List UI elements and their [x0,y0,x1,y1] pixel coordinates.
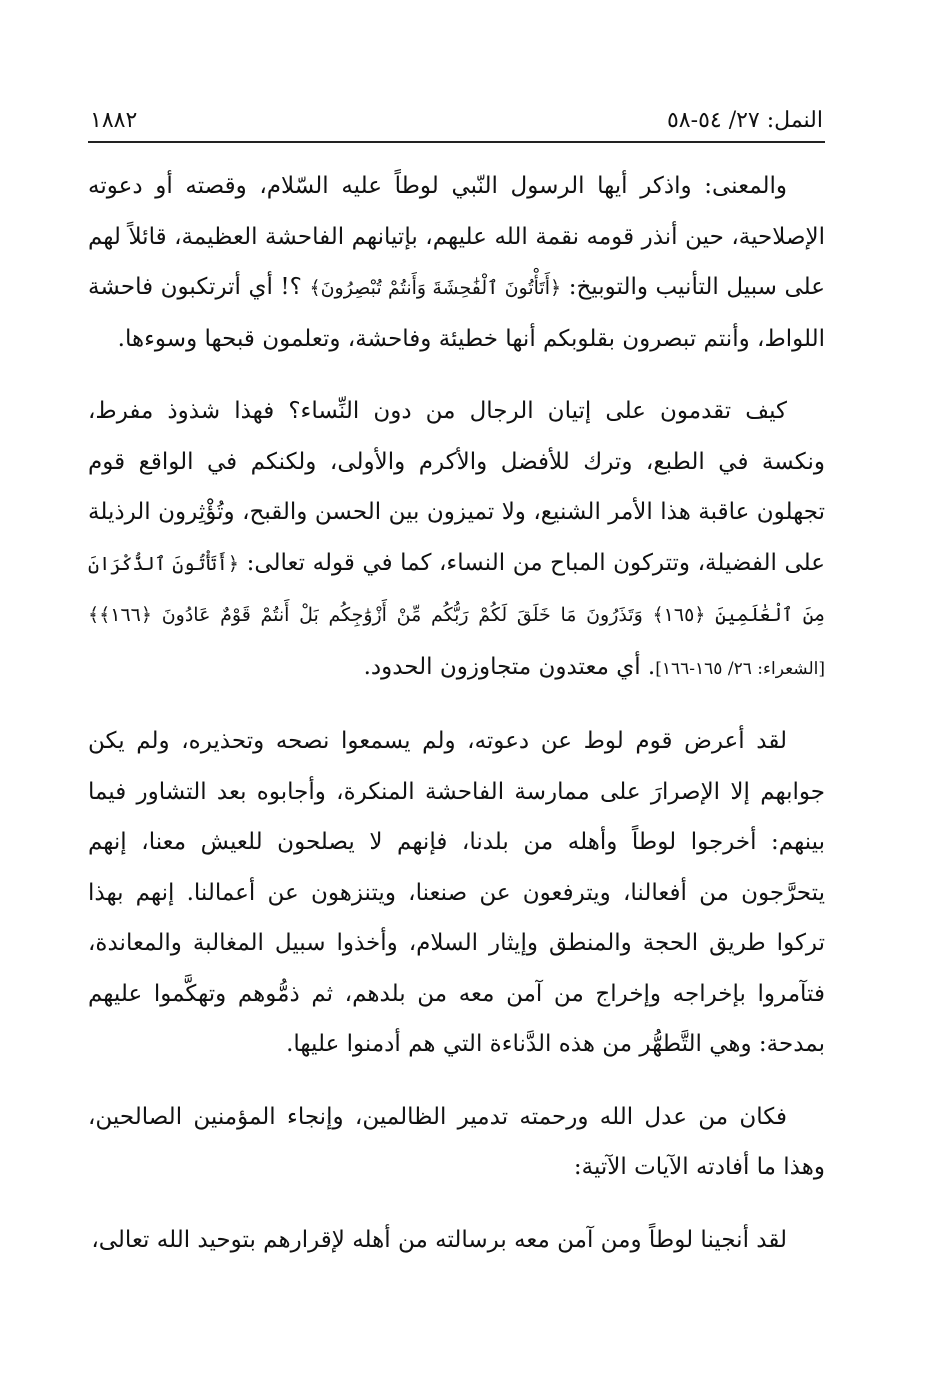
paragraph [88,716,825,1070]
paragraph-text: لقد أنجينا لوطاً ومن آمن معه برسالته من أهله لإقرارهم بتوحيد الله تعالى، [91,1226,787,1253]
paragraph [88,1215,825,1266]
paragraph-text: لقد أعرض قوم لوط عن دعوته، ولم يسمعوا نصحه وتحذيره، ولم يكن جوابهم إلا الإصرارَ على ممارسة الفاحشة المنكرة، وأجابوه بعد التشاور فيما بينهم: أخرجوا لوطاً وأهله من بلدنا، فإنهم لا يصلحون للعيش معنا، إنهم يتحرَّجون من أفعالنا، ويترفعون عن صنعنا، ويتنزهون عن أعمالنا. إنهم بهذا تركوا طريق الحجة والمنطق وإيثار السلام، وأخذوا سبيل المغالبة والمعاندة، فتآمروا بإخراجه وإخراج من آمن معه من بلدهم، ثم ذمُّوهم وتهكَّموا عليهم بمدحة: وهي التَّطهُّر من هذه الدَّناءة التي هم أدمنوا عليها. [88,728,825,1057]
paragraph [88,1092,825,1193]
surah-reference: النمل: ٢٧/ ٥٤-٥٨ [666,108,823,133]
page-body [88,161,825,1265]
paragraph-text: . أي معتدون متجاوزون الحدود. [363,653,656,680]
paragraph-text: فكان من عدل الله ورحمته تدمير الظالمين، وإنجاء المؤمنين الصالحين، وهذا ما أفادته الآيات الآتية: [88,1103,825,1180]
paragraph-text: كيف تقدمون على إتيان الرجال من دون النِّساء؟ فهذا شذوذ مفرط، ونكسة في الطبع، وترك للأفضل والأكرم والأولى، ولكنكم في الواقع قوم تجهلون عاقبة هذا الأمر الشنيع، ولا تميزون بين الحسن والقبح، وتُؤْثِرون الرذيلة على الفضيلة، وتتركون المباح من النساء، كما في قوله تعالى: [88,398,825,576]
paragraph [88,161,825,364]
page-number: ١٨٨٢ [90,108,138,133]
paragraph [88,386,825,694]
quran-verse: ﴿أَتَأْتُونَ ٱلْفَٰحِشَةَ وَأَنتُمْ تُبْصِرُونَ﴾ [309,277,562,299]
book-page [88,108,825,1287]
quran-verse: ﴿أَتَأْتُونَ ٱلذُّكْرَانَ مِنَ ٱلْعَٰلَمِينَ ﴿١٦٥﴾ وَتَذَرُونَ مَا خَلَقَ لَكُمْ رَبُّكُم مِّنْ أَزْوَٰجِكُم بَلْ أَنتُمْ قَوْمٌ عَادُونَ ﴿١٦٦﴾﴾ [88,552,825,626]
verse-citation: [الشعراء: ٢٦/ ١٦٥-١٦٦] [655,658,825,679]
page-header [88,108,825,143]
paragraph-text: ؟! أي أترتكبون فاحشة اللواط، وأنتم تبصرون بقلوبكم أنها خطيئة وفاحشة، وتعلمون قبحها وسوءها. [88,274,825,352]
paragraph-text: والمعنى: واذكر أيها الرسول النّبي لوطاً عليه السّلام، وقصته أو دعوته الإصلاحية، حين أنذر قومه نقمة الله عليهم، بإتيانهم الفاحشة العظيمة، قائلاً لهم على سبيل التأنيب والتوبيخ: [88,173,825,300]
